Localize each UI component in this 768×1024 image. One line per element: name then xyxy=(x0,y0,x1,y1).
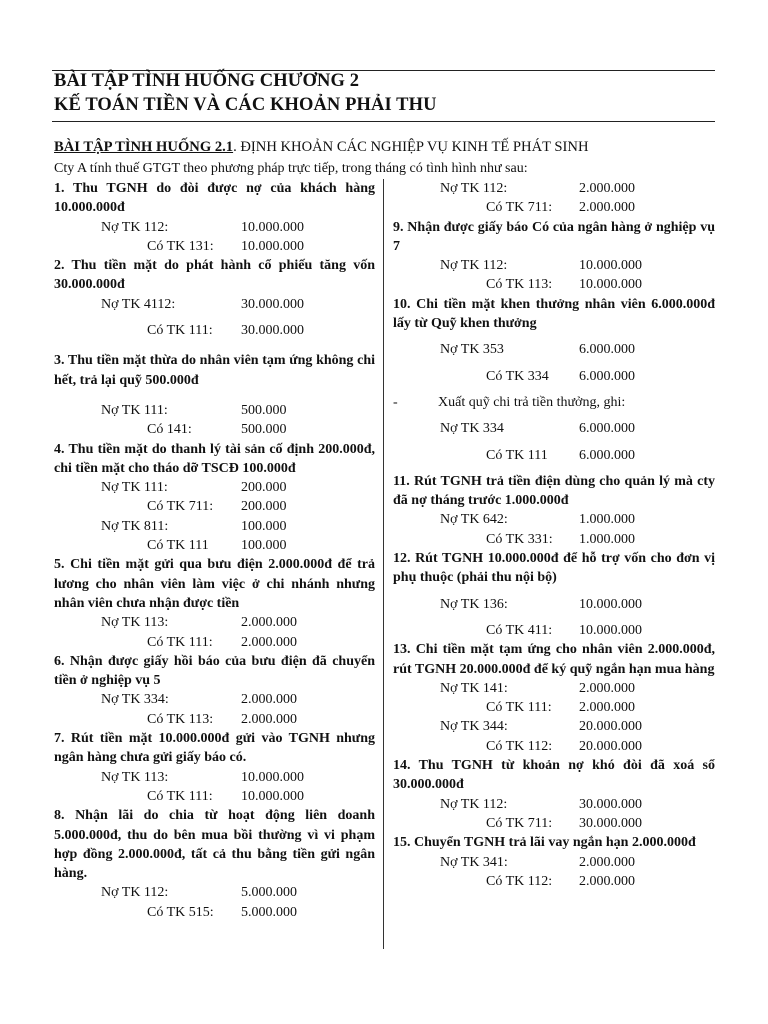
debit-entry xyxy=(393,717,715,736)
entry-amount: 2.000.000 xyxy=(579,200,635,216)
credit-entry xyxy=(393,198,715,217)
debit-entry xyxy=(54,218,375,237)
account-code: Có TK 411: xyxy=(486,622,553,638)
account-code: Nợ TK 112: xyxy=(101,885,169,901)
entry-amount: 2.000.000 xyxy=(579,181,635,196)
chapter-subtitle: KẾ TOÁN TIỀN VÀ CÁC KHOẢN PHẢI THU xyxy=(54,95,437,115)
account-code: Nợ TK 111: xyxy=(101,402,168,418)
account-code: Có TK 112: xyxy=(486,738,553,754)
entry-amount: 10.000.000 xyxy=(579,596,642,612)
account-code: Có TK 111: xyxy=(486,700,552,716)
credit-entry xyxy=(54,903,375,922)
transaction-description: 10. Chi tiền mặt khen thưởng nhân viên 6.000.000đ lấy từ Quỹ khen thưởng xyxy=(393,296,715,332)
account-code: Có TK 711: xyxy=(486,815,553,831)
entry-amount: 10.000.000 xyxy=(241,219,304,235)
entry-amount: 100.000 xyxy=(241,518,287,534)
credit-entry xyxy=(54,633,375,652)
account-code: Nợ TK 353 xyxy=(440,342,504,358)
debit-entry xyxy=(54,883,375,902)
entry-amount: 2.000.000 xyxy=(579,854,635,870)
transaction-description: 9. Nhận được giấy báo Có của ngân hàng ở nghiệp vụ 7 xyxy=(393,219,715,254)
credit-entry xyxy=(54,237,375,256)
entry-amount: 5.000.000 xyxy=(241,904,297,920)
entry-amount: 5.000.000 xyxy=(241,885,297,901)
entry-amount: 6.000.000 xyxy=(579,342,635,358)
transaction-description: 3. Thu tiền mặt thừa do nhân viên tạm ứng không chi hết, trả lại quỹ 500.000đ xyxy=(54,353,375,388)
account-code: Có TK 111 xyxy=(486,447,548,463)
account-code: Nợ TK 111: xyxy=(101,480,168,496)
account-code: Nợ TK 642: xyxy=(440,512,508,528)
entry-amount: 10.000.000 xyxy=(241,788,304,804)
debit-entry xyxy=(54,517,375,536)
account-code: Có TK 111: xyxy=(147,788,213,804)
account-code: Nợ TK 113: xyxy=(101,615,169,631)
debit-entry xyxy=(393,853,715,872)
account-code: Có TK 112: xyxy=(486,873,553,889)
debit-entry xyxy=(393,510,715,529)
account-code: Có TK 111: xyxy=(147,323,213,339)
transaction-description: 15. Chuyển TGNH trả lãi vay ngắn hạn 2.000.000đ xyxy=(393,835,696,851)
entry-amount: 30.000.000 xyxy=(241,296,304,312)
entry-amount: 10.000.000 xyxy=(241,769,304,785)
transaction-description: 6. Nhận được giấy hồi báo của bưu điện đã chuyển tiền ở nghiệp vụ 5 xyxy=(54,653,375,689)
entry-amount: 10.000.000 xyxy=(579,258,642,274)
transaction-description: 4. Thu tiền mặt do thanh lý tài sản cố định 200.000đ, chi tiền mặt cho tháo dỡ TSCĐ 100.000đ xyxy=(54,441,375,476)
debit-entry xyxy=(393,679,715,698)
entry-amount: 10.000.000 xyxy=(579,277,642,293)
section-heading xyxy=(54,139,588,156)
entry-amount: 30.000.000 xyxy=(579,796,642,812)
debit-entry xyxy=(393,256,715,275)
entry-amount: 500.000 xyxy=(241,402,287,418)
section-label: BÀI TẬP TÌNH HUỐNG 2.1 xyxy=(54,139,234,155)
credit-entry xyxy=(393,530,715,549)
transaction-description: 14. Thu TGNH từ khoản nợ khó đòi đã xoá sổ 30.000.000đ xyxy=(393,758,715,793)
credit-entry xyxy=(54,536,375,555)
debit-entry xyxy=(54,690,375,709)
account-code: Có 141: xyxy=(147,422,192,438)
section-title: . ĐỊNH KHOẢN CÁC NGHIỆP VỤ KINH TẾ PHÁT SINH xyxy=(233,139,589,155)
debit-entry xyxy=(393,340,715,359)
entry-amount: 30.000.000 xyxy=(241,323,304,339)
account-code: Nợ TK 112: xyxy=(440,181,508,196)
entry-amount: 2.000.000 xyxy=(579,700,635,716)
entry-amount: 20.000.000 xyxy=(579,738,642,754)
entry-amount: 100.000 xyxy=(241,538,287,554)
credit-entry xyxy=(393,446,715,465)
transaction-description: 11. Rút TGNH trả tiền điện dùng cho quản lý mà cty đã nợ tháng trước 1.000.000đ xyxy=(393,473,715,509)
debit-entry xyxy=(393,419,715,438)
left-column xyxy=(54,179,375,922)
entry-amount: 500.000 xyxy=(241,422,287,438)
credit-entry xyxy=(54,497,375,516)
credit-entry xyxy=(54,787,375,806)
transaction-description: 2. Thu tiền mặt do phát hành cổ phiếu tăng vốn 30.000.000đ xyxy=(54,258,375,293)
entry-amount: 2.000.000 xyxy=(241,692,297,708)
transaction-description: 5. Chi tiền mặt gửi qua bưu điện 2.000.000đ để trả lương cho nhân viên làm việc ở chi nhánh nhưng nhân viên chưa nhận được tiền xyxy=(54,557,375,611)
account-code: Có TK 113: xyxy=(147,711,214,727)
account-code: Nợ TK 136: xyxy=(440,596,508,612)
account-code: Có TK 515: xyxy=(147,904,214,920)
entry-amount: 30.000.000 xyxy=(579,815,642,831)
account-code: Có TK 113: xyxy=(486,277,553,293)
entry-amount: 200.000 xyxy=(241,480,287,496)
account-code: Nợ TK 334: xyxy=(101,692,169,708)
credit-entry xyxy=(54,321,375,340)
account-code: Nợ TK 334 xyxy=(440,421,504,437)
entry-amount: 6.000.000 xyxy=(579,368,635,384)
credit-entry xyxy=(393,872,715,891)
debit-entry xyxy=(54,478,375,497)
account-code: Có TK 711: xyxy=(147,499,214,515)
debit-entry xyxy=(54,768,375,787)
chapter-title: BÀI TẬP TÌNH HUỐNG CHƯƠNG 2 xyxy=(54,71,360,91)
account-code: Nợ TK 811: xyxy=(101,518,169,534)
credit-entry xyxy=(393,698,715,717)
credit-entry xyxy=(393,737,715,756)
transaction-description: 8. Nhận lãi do chia từ hoạt động liên doanh 5.000.000đ, thu do bên mua bồi thường vì vi phạm hợp đồng 2.000.000đ, tất cả thu bằng tiền gửi ngân hàng. xyxy=(54,808,375,882)
credit-entry xyxy=(393,621,715,640)
account-code: Nợ TK 112: xyxy=(440,796,508,812)
note-dash: - xyxy=(393,394,398,410)
transaction-description: 1. Thu TGNH do đòi được nợ của khách hàng 10.000.000đ xyxy=(54,181,375,216)
debit-entry xyxy=(54,295,375,314)
entry-note xyxy=(393,393,715,412)
account-code: Nợ TK 141: xyxy=(440,680,508,696)
entry-amount: 1.000.000 xyxy=(579,512,635,528)
account-code: Nợ TK 344: xyxy=(440,719,508,735)
debit-entry xyxy=(393,595,715,614)
transaction-description: 7. Rút tiền mặt 10.000.000đ gửi vào TGNH nhưng ngân hàng chưa gửi giấy báo có. xyxy=(54,731,375,766)
debit-entry xyxy=(54,613,375,632)
entry-amount: 10.000.000 xyxy=(241,238,304,254)
right-column xyxy=(393,179,715,891)
entry-amount: 2.000.000 xyxy=(241,711,297,727)
entry-amount: 2.000.000 xyxy=(579,873,635,889)
transaction-description: 13. Chi tiền mặt tạm ứng cho nhân viên 2.000.000đ, rút TGNH 20.000.000đ để ký quỹ ngắn hạn mua hàng xyxy=(393,642,715,677)
debit-entry xyxy=(393,795,715,814)
column-divider xyxy=(383,179,384,949)
account-code: Có TK 331: xyxy=(486,531,553,547)
entry-amount: 200.000 xyxy=(241,499,287,515)
note-text: Xuất quỹ chi trả tiền thưởng, ghi: xyxy=(438,394,626,410)
entry-amount: 2.000.000 xyxy=(579,680,635,696)
account-code: Nợ TK 113: xyxy=(101,769,169,785)
account-code: Nợ TK 341: xyxy=(440,854,508,870)
section-intro: Cty A tính thuế GTGT theo phương pháp trực tiếp, trong tháng có tình hình như sau: xyxy=(54,161,528,176)
debit-entry xyxy=(393,179,715,198)
bottom-rule xyxy=(52,121,715,122)
account-code: Có TK 334 xyxy=(486,368,549,384)
credit-entry xyxy=(54,710,375,729)
credit-entry xyxy=(393,275,715,294)
entry-amount: 2.000.000 xyxy=(241,615,297,631)
debit-entry xyxy=(54,401,375,420)
entry-amount: 2.000.000 xyxy=(241,634,297,650)
entry-amount: 6.000.000 xyxy=(579,447,635,463)
account-code: Có TK 111 xyxy=(147,538,209,554)
account-code: Có TK 131: xyxy=(147,238,214,254)
account-code: Có TK 111: xyxy=(147,634,213,650)
account-code: Có TK 711: xyxy=(486,200,553,216)
account-code: Nợ TK 4112: xyxy=(101,296,176,312)
account-code: Nợ TK 112: xyxy=(101,219,169,235)
credit-entry xyxy=(393,814,715,833)
entry-amount: 10.000.000 xyxy=(579,622,642,638)
credit-entry xyxy=(54,420,375,439)
transaction-description: 12. Rút TGNH 10.000.000đ để hỗ trợ vốn cho đơn vị phụ thuộc (phải thu nội bộ) xyxy=(393,551,715,586)
entry-amount: 20.000.000 xyxy=(579,719,642,735)
entry-amount: 6.000.000 xyxy=(579,421,635,437)
entry-amount: 1.000.000 xyxy=(579,531,635,547)
credit-entry xyxy=(393,367,715,386)
account-code: Nợ TK 112: xyxy=(440,258,508,274)
